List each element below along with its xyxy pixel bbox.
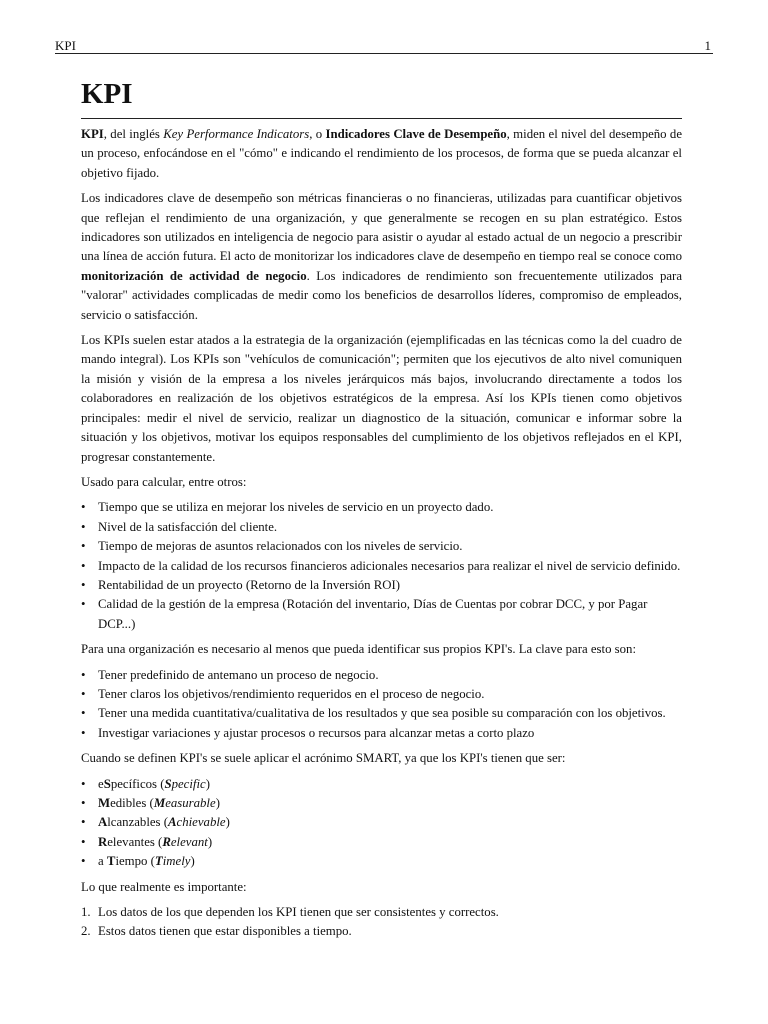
intro-paragraph bbox=[81, 125, 682, 183]
list-item: • Tiempo que se utiliza en mejorar los niveles de servicio en un proyecto dado. bbox=[81, 498, 682, 517]
smart-item-r bbox=[81, 833, 682, 852]
smart-prefix: e bbox=[98, 776, 104, 791]
smart-en-letter: M bbox=[153, 796, 166, 810]
smart-list bbox=[81, 775, 682, 872]
running-header bbox=[55, 38, 713, 54]
smart-intro: Cuando se definen KPI's se suele aplicar el acrónimo SMART, ya que los KPI's tienen que ser: bbox=[81, 751, 566, 766]
header-title: KPI bbox=[55, 38, 76, 53]
smart-word: elevantes ( bbox=[107, 834, 163, 849]
para2-text-2: . Los indicadores de rendimiento son frecuentemente utilizados para "valorar" actividades complicadas de medir como los beneficios de desarrollos líderes, compromiso de empleados, servicio o satisfacción. bbox=[81, 268, 682, 322]
smart-word: iempo ( bbox=[115, 854, 155, 869]
smart-item-m bbox=[81, 794, 682, 813]
list-number: 1. bbox=[81, 905, 91, 920]
smart-letter: S bbox=[103, 776, 111, 791]
smart-en-word: imely bbox=[162, 854, 191, 869]
smart-word: lcanzables ( bbox=[107, 815, 168, 830]
smart-en-word: chievable bbox=[176, 815, 226, 830]
important-list bbox=[81, 903, 682, 942]
intro-text-3: , miden el nivel del desempeño de un proceso, enfocándose en el "cómo" e indicando el rendimiento de los procesos, de forma que se pueda alcanzar el objetivo fijado. bbox=[81, 127, 682, 180]
intro-spanish-term: Indicadores Clave de Desempeño bbox=[325, 127, 507, 141]
smart-prefix: a bbox=[98, 854, 107, 869]
smart-item-s bbox=[81, 775, 682, 794]
smart-letter: M bbox=[98, 796, 111, 810]
page-number: 1 bbox=[704, 38, 711, 53]
list-item: • Tener predefinido de antemano un proceso de negocio. bbox=[81, 666, 682, 685]
list-text: Los datos de los que dependen los KPI tienen que ser consistentes y correctos. bbox=[98, 905, 499, 920]
intro-term: KPI bbox=[81, 127, 104, 141]
smart-en-word: elevant bbox=[170, 834, 208, 849]
list-item: • Tener una medida cuantitativa/cualitativa de los resultados y que sea posible su comparación con los objetivos. bbox=[81, 704, 682, 723]
list-item bbox=[81, 903, 682, 922]
list-item: • Rentabilidad de un proyecto (Retorno de la Inversión ROI) bbox=[81, 576, 682, 595]
smart-close: ) bbox=[225, 815, 230, 830]
smart-letter: T bbox=[106, 854, 116, 869]
smart-item-t bbox=[81, 852, 682, 871]
smart-word: edibles ( bbox=[110, 796, 154, 810]
smart-close: ) bbox=[190, 854, 195, 869]
smart-en-letter: R bbox=[162, 834, 171, 849]
list-item: • Tener claros los objetivos/rendimiento requeridos en el proceso de negocio. bbox=[81, 685, 682, 704]
paragraph-3: Los KPIs suelen estar atados a la estrategia de la organización (ejemplificadas en las técnicas como la del cuadro de mando integral). Los KPIs son "vehículos de comunicación"; permiten que los ejecutivos de alto nivel comuniquen la misión y visión de la empresa a los niveles jerárquicos más bajos, involucrando directamente a todos los colaboradores en realización de los objetivos estratégicos de la empresa. Así los KPIs tienen como objetivos principales: medir el nivel de servicio, realizar un diagnostico de la situación, comunicar e informar sobre la situación y los objetivos, motivar los equipos responsables del cumplimiento de los objetivos reflejados en el KPI, progresar constantemente. bbox=[81, 333, 682, 464]
smart-close: ) bbox=[205, 776, 210, 791]
smart-letter: A bbox=[98, 815, 108, 830]
list-number: 2. bbox=[81, 924, 91, 939]
smart-letter: R bbox=[98, 834, 108, 849]
smart-item-a bbox=[81, 813, 682, 832]
intro-english-term: Key Performance Indicators bbox=[163, 127, 310, 141]
list-text: Estos datos tienen que estar disponibles a tiempo. bbox=[98, 924, 352, 939]
paragraph-2 bbox=[81, 189, 682, 325]
smart-close: ) bbox=[215, 796, 220, 810]
important-intro: Lo que realmente es importante: bbox=[81, 879, 247, 894]
list-item: • Investigar variaciones y ajustar procesos o recursos para alcanzar metas a corto plazo bbox=[81, 724, 682, 743]
smart-close: ) bbox=[207, 834, 213, 849]
smart-en-word: pecific bbox=[171, 776, 206, 791]
list-item: • Impacto de la calidad de los recursos financieros adicionales necesarios para realizar el nivel de servicio definido. bbox=[81, 557, 682, 576]
smart-en-letter: T bbox=[154, 854, 163, 869]
intro-text-2: , o bbox=[309, 127, 326, 141]
para2-bold-term: monitorización de actividad de negocio bbox=[81, 268, 307, 283]
uses-intro: Usado para calcular, entre otros: bbox=[81, 474, 247, 489]
list-item: • Calidad de la gestión de la empresa (Rotación del inventario, Días de Cuentas por cobrar DCC, y por Pagar DCP...) bbox=[81, 595, 682, 634]
list-item: • Tiempo de mejoras de asuntos relacionados con los niveles de servicio. bbox=[81, 537, 682, 556]
smart-en-letter: A bbox=[168, 815, 177, 830]
list-item bbox=[81, 922, 682, 941]
para2-text-1: Los indicadores clave de desempeño son métricas financieras o no financieras, utilizadas para cuantificar objetivos que reflejan el rendimiento de una organización, y que generalmente se recogen en su plan estratégico. Estos indicadores son utilizados en inteligencia de negocio para asistir o ayudar al estado actual de un negocio a prescribir una línea de acción futura. El acto de monitorizar los indicadores clave de desempeño en tiempo real se conoce como bbox=[81, 191, 682, 264]
keys-list bbox=[81, 666, 682, 744]
smart-en-word: easurable bbox=[165, 796, 216, 810]
keys-intro: Para una organización es necesario al menos que pueda identificar sus propios KPI's. La clave para esto son: bbox=[81, 642, 636, 657]
article-heading: KPI bbox=[81, 76, 682, 119]
smart-en-letter: S bbox=[164, 776, 172, 791]
smart-word: pecíficos ( bbox=[110, 776, 165, 791]
list-item: • Nivel de la satisfacción del cliente. bbox=[81, 518, 682, 537]
intro-text-1: , del inglés bbox=[103, 127, 164, 141]
article-body bbox=[81, 76, 682, 948]
uses-list bbox=[81, 498, 682, 634]
